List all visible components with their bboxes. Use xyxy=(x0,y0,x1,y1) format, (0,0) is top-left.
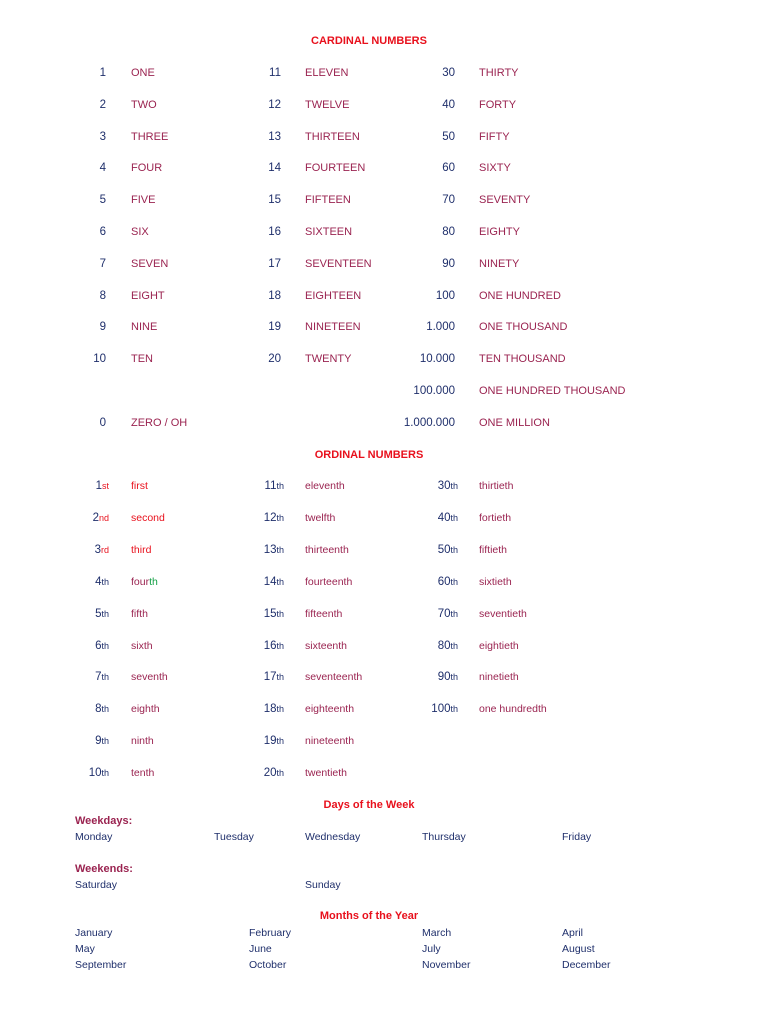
cardinal-word: NINETY xyxy=(479,257,520,270)
ordinal-word xyxy=(479,576,512,588)
ordinal-suffix: th xyxy=(276,576,284,587)
cardinal-word: TEN xyxy=(131,353,153,366)
cardinal-number: 10 xyxy=(93,353,106,366)
ordinal-suffix: nd xyxy=(98,512,109,523)
cardinal-word: FORTY xyxy=(479,98,517,111)
cardinal-word: TWENTY xyxy=(305,353,352,366)
cardinal-number: 4 xyxy=(99,162,106,175)
ordinal-word xyxy=(305,608,342,620)
cardinal-word: FOURTEEN xyxy=(305,162,366,175)
cardinal-number: 7 xyxy=(99,257,106,270)
month: October xyxy=(249,959,287,971)
weekday: Monday xyxy=(75,831,113,843)
ordinal-number xyxy=(264,608,284,620)
ordinal-word-text: eightieth xyxy=(479,639,519,652)
ordinal-number xyxy=(438,512,458,524)
ordinal-word xyxy=(305,671,362,683)
ordinal-suffix: th xyxy=(101,640,109,651)
cardinal-word: FIFTEEN xyxy=(305,194,351,207)
cardinal-number-zero: 0 xyxy=(99,416,106,429)
cardinal-title: CARDINAL NUMBERS xyxy=(311,35,427,47)
ordinal-word xyxy=(131,767,154,779)
cardinal-number: 100.000 xyxy=(413,385,455,397)
cardinal-number: 1.000.000 xyxy=(403,416,455,429)
month: July xyxy=(422,943,441,955)
ordinal-word-text: eighth xyxy=(131,703,160,716)
ordinal-word-text: ninth xyxy=(131,735,154,748)
cardinal-number: 18 xyxy=(268,289,281,302)
weekday: Friday xyxy=(562,831,592,843)
cardinal-number: 1.000 xyxy=(426,321,455,334)
ordinal-digits: 11 xyxy=(264,480,277,492)
ordinal-digits: 10 xyxy=(88,767,102,780)
ordinal-digits: 40 xyxy=(437,511,451,524)
ordinal-word xyxy=(305,512,335,524)
ordinal-word-text: fourteenth xyxy=(305,575,353,588)
cardinal-number: 15 xyxy=(268,194,281,207)
cardinal-number: 12 xyxy=(268,98,281,111)
cardinal-number: 2 xyxy=(99,98,106,111)
ordinal-digits: 7 xyxy=(95,671,102,684)
days-title: Days of the Week xyxy=(323,799,415,811)
cardinal-number: 8 xyxy=(99,289,106,302)
ordinal-digits: 70 xyxy=(437,607,451,620)
weekends-label: Weekends: xyxy=(75,863,133,875)
ordinal-digits: 14 xyxy=(263,575,277,588)
ordinal-number xyxy=(95,640,109,652)
ordinal-number xyxy=(264,512,284,524)
ordinal-word-text: seventeenth xyxy=(305,671,363,684)
ordinal-word-text: fiftieth xyxy=(479,543,508,556)
month: February xyxy=(249,927,292,939)
ordinal-digits: 17 xyxy=(263,671,277,684)
ordinal-number xyxy=(93,512,109,524)
ordinal-word xyxy=(479,671,519,683)
ordinal-word-text: thirtieth xyxy=(479,480,514,492)
ordinal-suffix: th xyxy=(450,576,458,587)
cardinal-number: 40 xyxy=(442,98,455,111)
ordinal-word xyxy=(479,512,511,524)
ordinal-word xyxy=(479,544,507,556)
ordinal-suffix: th xyxy=(101,768,109,779)
ordinal-number xyxy=(96,480,109,492)
months-title: Months of the Year xyxy=(319,910,419,922)
ordinal-digits: 19 xyxy=(263,735,277,748)
cardinal-word: EIGHTEEN xyxy=(305,289,362,302)
ordinal-word-text: seventh xyxy=(131,671,168,684)
cardinal-word: TWO xyxy=(131,98,157,111)
ordinal-word-text: nineteenth xyxy=(305,735,355,748)
ordinal-number xyxy=(264,544,284,556)
ordinal-digits: 9 xyxy=(95,735,102,748)
cardinal-word: SIXTEEN xyxy=(305,226,353,238)
ordinal-suffix: th xyxy=(276,544,284,555)
ordinal-suffix: th xyxy=(450,544,458,555)
ordinal-suffix: th xyxy=(450,672,458,683)
cardinal-number: 50 xyxy=(442,130,455,143)
cardinal-number: 80 xyxy=(442,226,455,238)
ordinal-suffix: th xyxy=(276,512,284,523)
cardinal-word: EIGHT xyxy=(131,289,165,302)
ordinal-word-text: ninetieth xyxy=(479,671,519,684)
cardinal-number: 100 xyxy=(435,289,455,302)
ordinal-digits: 13 xyxy=(263,543,277,556)
month: November xyxy=(422,959,471,971)
ordinal-word xyxy=(131,544,151,556)
cardinal-number: 13 xyxy=(268,130,281,143)
ordinal-word xyxy=(305,640,347,652)
month: June xyxy=(249,943,272,955)
ordinal-number xyxy=(264,671,284,683)
ordinal-word xyxy=(131,512,165,524)
ordinal-word xyxy=(131,640,153,652)
ordinal-number xyxy=(95,735,109,747)
cardinal-word: THREE xyxy=(131,130,169,143)
ordinal-word-text: first xyxy=(131,480,148,492)
ordinal-word xyxy=(305,703,354,715)
ordinal-suffix: th xyxy=(101,576,109,587)
weekday: Tuesday xyxy=(214,831,254,843)
ordinal-suffix: th xyxy=(276,672,284,683)
weekdays-label: Weekdays: xyxy=(75,815,133,827)
ordinal-suffix: th xyxy=(101,608,109,619)
ordinal-word-text: sixtieth xyxy=(479,575,512,588)
ordinal-suffix: th xyxy=(276,768,284,779)
cardinal-word: TEN THOUSAND xyxy=(479,353,566,366)
cardinal-word-zero: ZERO / OH xyxy=(131,416,188,429)
ordinal-word-text: fortieth xyxy=(479,511,512,524)
cardinal-number: 60 xyxy=(442,162,455,175)
cardinal-word: EIGHTY xyxy=(479,226,520,238)
month: August xyxy=(562,943,595,955)
ordinal-number xyxy=(438,544,458,556)
ordinal-word xyxy=(305,767,347,779)
ordinal-number xyxy=(89,767,109,779)
ordinal-digits: 90 xyxy=(437,671,451,684)
ordinal-number xyxy=(438,608,458,620)
month: March xyxy=(422,927,452,939)
weekend-day: Sunday xyxy=(305,879,341,891)
ordinal-digits: 16 xyxy=(263,639,277,652)
cardinal-word: NINETEEN xyxy=(305,321,361,334)
ordinal-word-text: four xyxy=(131,575,150,588)
ordinal-digits: 4 xyxy=(95,575,102,588)
cardinal-number: 9 xyxy=(99,321,106,334)
ordinal-number xyxy=(264,767,284,779)
ordinal-suffix: th xyxy=(276,481,284,491)
ordinal-suffix: th xyxy=(450,481,458,491)
ordinal-word xyxy=(305,480,345,492)
cardinal-number: 20 xyxy=(268,353,281,366)
ordinal-word xyxy=(479,608,527,620)
ordinal-word xyxy=(305,735,354,747)
month: September xyxy=(75,959,127,971)
cardinal-word: NINE xyxy=(131,321,158,334)
cardinal-word: TWELVE xyxy=(305,98,350,111)
ordinal-word xyxy=(305,576,352,588)
ordinal-suffix: th xyxy=(450,704,458,715)
ordinal-word-text: tenth xyxy=(131,767,155,780)
ordinal-suffix: th xyxy=(276,640,284,651)
ordinal-number xyxy=(431,703,458,715)
ordinal-digits: 3 xyxy=(94,543,101,556)
cardinal-number: 5 xyxy=(99,194,106,207)
ordinal-word-text: eighteenth xyxy=(305,703,355,716)
ordinal-suffix: th xyxy=(450,640,458,651)
cardinal-word: ONE THOUSAND xyxy=(479,321,568,334)
month: December xyxy=(562,959,611,971)
ordinal-word xyxy=(479,640,519,652)
cardinal-number: 3 xyxy=(99,130,106,143)
weekend-day: Saturday xyxy=(75,879,118,891)
ordinal-word-text: seventieth xyxy=(479,607,527,620)
ordinal-word-ending: th xyxy=(149,575,158,588)
cardinal-word: SIX xyxy=(131,226,149,238)
ordinal-digits: 6 xyxy=(95,639,102,652)
ordinal-number xyxy=(95,703,109,715)
cardinal-word: FOUR xyxy=(131,162,163,175)
cardinal-word: ELEVEN xyxy=(305,67,349,79)
month: January xyxy=(75,927,113,939)
cardinal-word: FIVE xyxy=(131,194,156,207)
cardinal-number: 30 xyxy=(442,67,455,79)
cardinal-word: THIRTY xyxy=(479,67,519,79)
cardinal-word: SEVENTEEN xyxy=(305,257,372,270)
ordinal-digits: 5 xyxy=(95,607,102,620)
ordinal-digits: 12 xyxy=(263,511,277,524)
ordinal-number xyxy=(438,480,458,492)
ordinal-digits: 80 xyxy=(437,639,451,652)
ordinal-suffix: th xyxy=(276,736,284,747)
ordinal-number xyxy=(264,735,284,747)
ordinal-word xyxy=(479,480,513,492)
ordinal-suffix: th xyxy=(450,608,458,619)
ordinal-word-text: one hundredth xyxy=(479,703,547,716)
ordinal-word-text: sixteenth xyxy=(305,639,348,652)
ordinal-number xyxy=(438,576,458,588)
ordinal-digits: 30 xyxy=(437,480,451,492)
ordinal-suffix: rd xyxy=(100,544,109,555)
ordinal-word-text: eleventh xyxy=(305,480,345,492)
month: April xyxy=(562,927,584,939)
ordinal-digits: 2 xyxy=(92,511,99,524)
cardinal-word: THIRTEEN xyxy=(305,130,360,143)
ordinal-suffix: th xyxy=(450,512,458,523)
ordinal-digits: 18 xyxy=(263,703,277,716)
cardinal-word: SEVENTY xyxy=(479,194,531,207)
cardinal-word: ONE xyxy=(131,67,155,79)
ordinal-digits: 50 xyxy=(437,543,451,556)
ordinal-number xyxy=(265,480,284,492)
ordinal-word xyxy=(131,576,158,588)
ordinal-number xyxy=(264,703,284,715)
ordinal-number xyxy=(438,640,458,652)
cardinal-number: 19 xyxy=(268,321,281,334)
ordinal-word-text: fifth xyxy=(131,607,148,620)
cardinal-number: 10.000 xyxy=(419,353,455,366)
ordinal-word xyxy=(131,480,148,492)
ordinal-title: ORDINAL NUMBERS xyxy=(314,449,424,461)
weekday: Thursday xyxy=(422,831,466,843)
cardinal-number: 6 xyxy=(99,226,106,238)
ordinal-number xyxy=(95,608,109,620)
ordinal-number xyxy=(95,671,109,683)
cardinal-number: 90 xyxy=(442,257,455,270)
cardinal-number: 11 xyxy=(269,67,281,79)
ordinal-number xyxy=(264,640,284,652)
ordinal-digits: 1 xyxy=(95,480,102,492)
cardinal-number: 17 xyxy=(268,257,281,270)
cardinal-word: SEVEN xyxy=(131,257,169,270)
cardinal-number: 16 xyxy=(268,226,281,238)
cardinal-word: ONE MILLION xyxy=(479,416,550,429)
ordinal-number xyxy=(438,671,458,683)
cardinal-word: FIFTY xyxy=(479,130,510,143)
month: May xyxy=(75,943,95,955)
ordinal-word xyxy=(131,735,154,747)
cardinal-number: 70 xyxy=(442,194,455,207)
ordinal-word xyxy=(479,703,547,715)
ordinal-word xyxy=(131,671,168,683)
ordinal-digits: 8 xyxy=(95,703,102,716)
ordinal-word xyxy=(131,703,160,715)
ordinal-digits: 20 xyxy=(263,767,277,780)
ordinal-word-text: twentieth xyxy=(305,767,348,780)
ordinal-number xyxy=(95,576,109,588)
ordinal-suffix: th xyxy=(101,704,109,715)
ordinal-suffix: th xyxy=(276,704,284,715)
ordinal-digits: 60 xyxy=(437,575,451,588)
ordinal-word-text: fifteenth xyxy=(305,607,343,620)
ordinal-word xyxy=(305,544,349,556)
cardinal-number: 1 xyxy=(99,67,106,79)
ordinal-suffix: th xyxy=(101,672,109,683)
ordinal-digits: 15 xyxy=(263,607,277,620)
ordinal-suffix: th xyxy=(101,736,109,747)
ordinal-word xyxy=(131,608,148,620)
ordinal-word-text: twelfth xyxy=(305,511,336,524)
cardinal-word: SIXTY xyxy=(479,162,511,175)
ordinal-suffix: th xyxy=(276,608,284,619)
weekday: Wednesday xyxy=(305,831,361,843)
ordinal-number xyxy=(95,544,109,556)
ordinal-word-text: sixth xyxy=(131,639,153,652)
cardinal-word: ONE HUNDRED xyxy=(479,289,561,302)
ordinal-digits: 100 xyxy=(431,703,451,716)
ordinal-suffix: st xyxy=(101,481,109,491)
ordinal-word-text: second xyxy=(131,511,165,524)
ordinal-word-text: thirteenth xyxy=(305,543,349,556)
ordinal-number xyxy=(264,576,284,588)
cardinal-word: ONE HUNDRED THOUSAND xyxy=(479,385,626,397)
ordinal-word-text: third xyxy=(131,543,152,556)
cardinal-number: 14 xyxy=(268,162,281,175)
